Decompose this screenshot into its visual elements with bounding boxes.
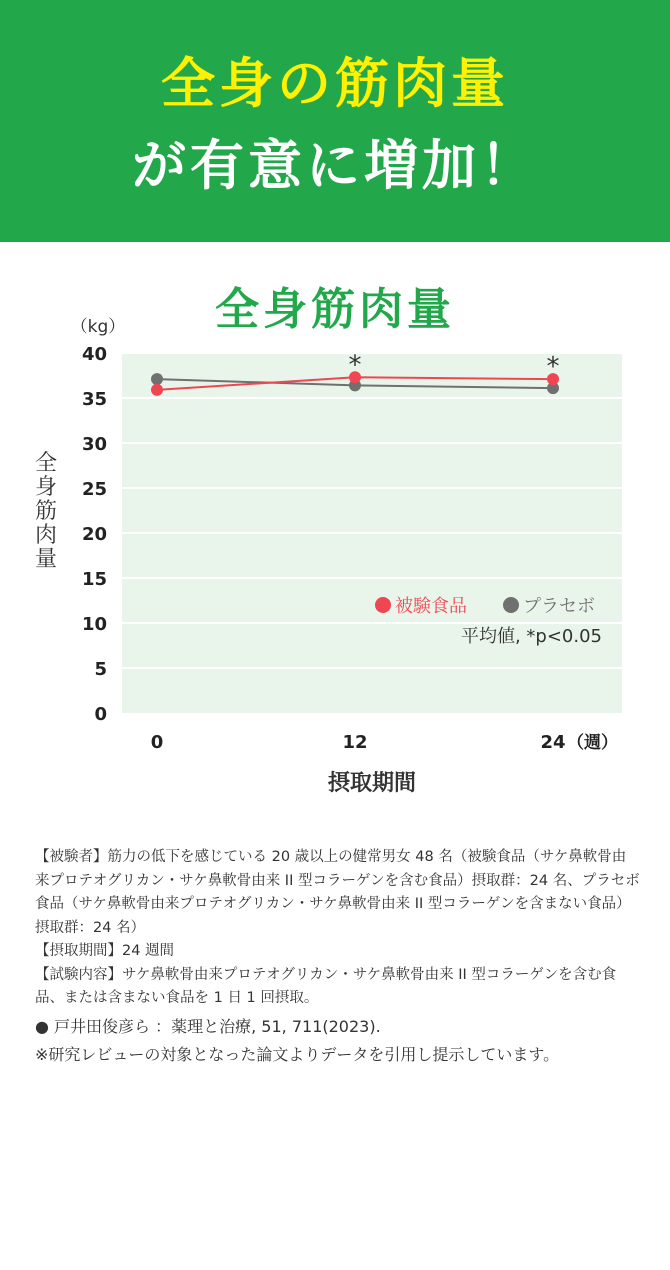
legend-label: 被験食品 (395, 596, 467, 617)
notes-subjects: 【被験者】筋力の低下を感じている 20 歳以上の健常男女 48 名（被験食品（サケ鼻軟骨由来プロテオグリカン・サケ鼻軟骨由来 II 型コラーゲンを含む食品）摂取群：24 名、プラセボ食品（サケ鼻軟骨由来プロテオグリカン・サケ鼻軟骨由来 II 型コラーゲンを含まない食品）摂取群：24 名） (35, 849, 640, 936)
y-tick-label: 35 (81, 389, 107, 410)
x-tick-label: 12 (342, 732, 368, 753)
headline-line-2: が有意に増加！ (132, 134, 538, 197)
headline-banner (0, 0, 670, 242)
y-tick-label: 30 (81, 434, 107, 455)
data-point (151, 384, 163, 396)
notes-content: 【試験内容】サケ鼻軟骨由来プロテオグリカン・サケ鼻軟骨由来 II 型コラーゲンを含む食品、または含まない食品を 1 日 1 回摂取。 (35, 966, 617, 1006)
muscle-mass-chart (0, 300, 670, 820)
y-tick-label: 25 (81, 479, 107, 500)
study-notes (35, 846, 640, 1069)
y-unit-label: （kg） (70, 317, 126, 337)
significance-marker: * (348, 350, 362, 381)
x-axis-label: 摂取期間 (327, 771, 417, 796)
chart-title: 全身筋肉量 (215, 284, 455, 335)
y-tick-label: 5 (94, 659, 107, 680)
legend-marker (375, 597, 391, 613)
x-tick-label: 0 (150, 732, 164, 753)
data-point (151, 373, 163, 385)
y-tick-label: 10 (81, 614, 107, 635)
x-unit-label: （週） (567, 733, 618, 753)
y-tick-label: 15 (81, 569, 107, 590)
notes-citation: ● 戸井田俊彦ら ：薬理と治療, 51, 711(2023). (35, 1016, 381, 1036)
y-tick-label: 0 (94, 704, 107, 725)
y-tick-label: 40 (81, 344, 107, 365)
headline-line-1: 全身の筋肉量 (161, 52, 509, 115)
notes-review: ※研究レビューの対象となった論文よりデータを引用し提示しています。 (35, 1044, 560, 1064)
y-tick-label: 20 (81, 524, 107, 545)
x-tick-label: 24 (540, 732, 566, 753)
legend-marker (503, 597, 519, 613)
legend-label: プラセボ (523, 596, 595, 617)
chart-annotation: 平均値, *p<0.05 (460, 626, 602, 647)
notes-period: 【摂取期間】24 週間 (35, 943, 175, 959)
significance-marker: * (546, 352, 560, 383)
y-axis-label: 全身筋肉量 (34, 451, 57, 572)
